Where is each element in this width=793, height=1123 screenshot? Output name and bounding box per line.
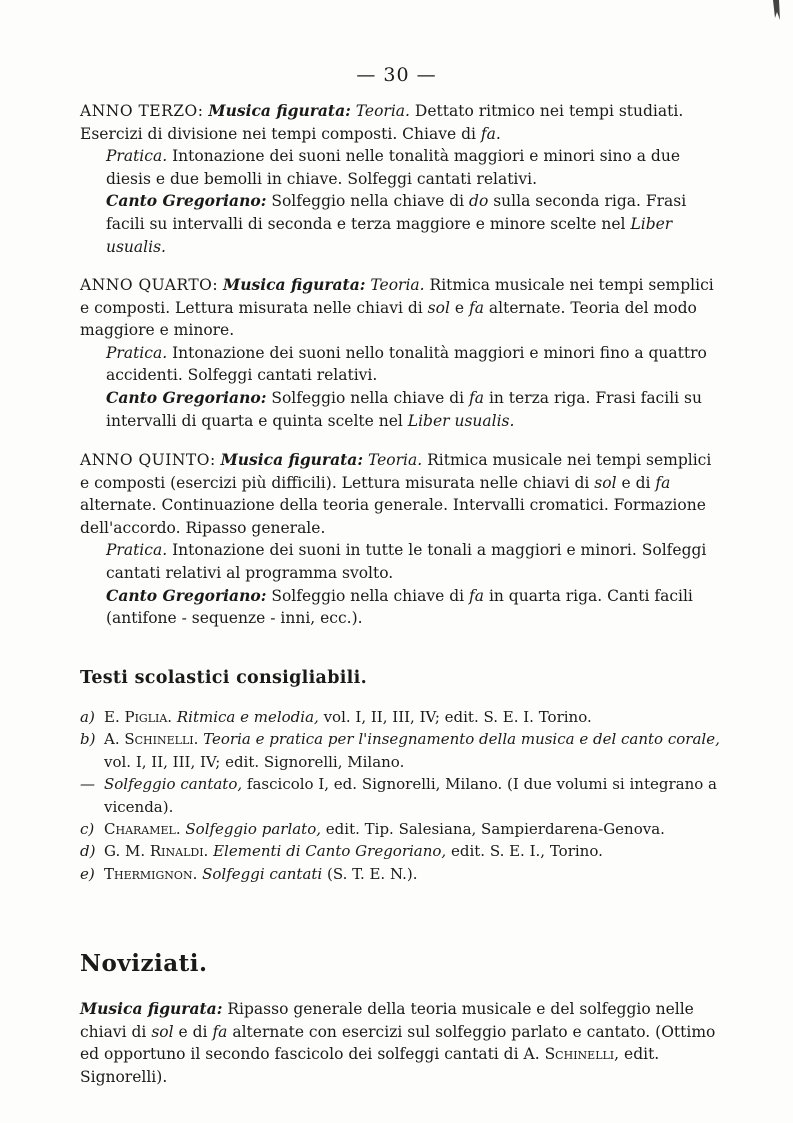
anno-quinto-canto-text2: in quarta riga. Canti facili (antifone - sequenze - inni, ecc.). (106, 586, 693, 628)
reference-item (80, 773, 720, 818)
anno-terzo-teoria-fa: fa. (480, 124, 501, 143)
anno-quinto-section (80, 449, 720, 630)
anno-terzo-sub: Musica figurata: (208, 101, 351, 120)
noviziati-heading: Noviziati. (80, 950, 208, 977)
noviziati-e: e di (178, 1022, 208, 1041)
anno-quarto-pratica-text: Intonazione dei suoni nello tonalità maggiori e minori fino a quattro accidenti. Solfeggi cantati relativi. (106, 343, 707, 385)
page-number: — 30 — (356, 64, 437, 86)
anno-quarto-canto-label: Canto Gregoriano: (106, 387, 267, 407)
anno-quarto-sol: sol (427, 298, 450, 317)
reference-rest: vol. I, II, III, IV; edit. S. E. I. Torino. (323, 708, 592, 726)
anno-quarto-teoria-text1: Ritmica musicale nei tempi semplici e composti. Lettura misurata nelle chiavi di (80, 276, 714, 317)
noviziati-text2: alternate con esercizi sul solfeggio parlato e cantato. (Ottimo ed opportuno il secondo fascicolo dei solfeggi cantati di (80, 1022, 716, 1064)
anno-quarto-head: ANNO QUARTO: (80, 276, 219, 294)
reference-label: e) (80, 864, 95, 883)
anno-terzo-canto-text1: Solfeggio nella chiave di (271, 192, 465, 211)
reference-title: Elementi di Canto Gregoriano, (213, 842, 447, 861)
reference-author: E. Piglia. (104, 708, 173, 726)
anno-quinto-teoria-text1: Ritmica musicale nei tempi semplici e composti (esercizi più difficili). Lettura misurata nelle chiavi di (80, 451, 712, 492)
anno-quinto-teoria-label: Teoria. (368, 451, 423, 469)
anno-terzo-canto-label: Canto Gregoriano: (106, 191, 267, 211)
reference-item (80, 863, 720, 885)
anno-terzo-pratica-label: Pratica. (106, 147, 168, 166)
anno-quinto-e: e di (621, 473, 651, 492)
reference-label: c) (80, 820, 95, 839)
noviziati-section (80, 998, 720, 1088)
anno-terzo-teoria (80, 100, 720, 145)
anno-quarto-e: e (454, 298, 465, 317)
anno-quarto-canto-fa: fa (469, 388, 484, 407)
anno-quarto-liber: Liber usualis. (407, 411, 515, 430)
anno-terzo-head: ANNO TERZO: (80, 102, 204, 120)
anno-quinto-teoria (80, 449, 720, 539)
reference-title: Ritmica e melodia, (176, 708, 319, 726)
anno-terzo-canto-do: do (469, 192, 489, 211)
reference-item (80, 706, 720, 728)
reference-rest: edit. S. E. I., Torino. (450, 842, 603, 861)
anno-quarto-canto-text1: Solfeggio nella chiave di (271, 388, 465, 407)
anno-quarto-teoria (80, 274, 720, 342)
anno-quinto-canto (80, 585, 720, 630)
anno-quarto-canto (80, 387, 720, 432)
anno-quinto-canto-label: Canto Gregoriano: (106, 585, 267, 605)
references-list (80, 706, 720, 885)
reference-rest: vol. I, II, III, IV; edit. Signorelli, Milano. (104, 752, 405, 771)
anno-quinto-teoria-text2: alternate. Continuazione della teoria generale. Intervalli cromatici. Formazione dell'accordo. Ripasso generale. (80, 496, 706, 537)
anno-quarto-pratica (80, 342, 720, 387)
noviziati-fa: fa (212, 1022, 228, 1041)
anno-terzo-pratica (80, 145, 720, 190)
reference-title: Solfeggi cantati (202, 864, 323, 883)
reference-label: b) (80, 730, 96, 749)
anno-quinto-head: ANNO QUINTO: (80, 451, 216, 469)
reference-item (80, 818, 720, 840)
anno-quarto-teoria-label: Teoria. (370, 276, 425, 294)
anno-quarto-pratica-label: Pratica. (106, 343, 168, 362)
anno-quinto-canto-text1: Solfeggio nella chiave di (271, 586, 465, 605)
noviziati-text1: Ripasso generale della teoria musicale e del solfeggio nelle chiavi di (80, 1000, 694, 1041)
anno-quarto-sub: Musica figurata: (223, 275, 366, 294)
reference-title: Solfeggio cantato, (104, 775, 243, 794)
reference-title: Teoria e pratica per l'insegnamento della musica e del canto corale, (203, 730, 720, 749)
anno-terzo-canto-text2: sulla seconda riga. Frasi facili su intervalli di seconda e terza maggiore e minore scelte nel (106, 192, 687, 233)
noviziati-author: A. Schinelli, (523, 1045, 620, 1064)
noviziati-sol: sol (151, 1022, 174, 1041)
noviziati-label: Musica figurata: (80, 999, 223, 1018)
anno-terzo-pratica-text: Intonazione dei suoni nelle tonalità maggiori e minori sino a due diesis e due bemolli in chiave. Solfeggi cantati relativi. (106, 147, 680, 188)
reference-author: Charamel. (104, 820, 181, 839)
anno-quinto-pratica (80, 539, 720, 584)
anno-quinto-pratica-label: Pratica. (106, 541, 168, 560)
anno-quarto-canto-text2: in terza riga. Frasi facili su intervalli di quarta e quinta scelte nel (106, 388, 702, 430)
reference-rest: (S. T. E. N.). (327, 864, 418, 883)
noviziati-paragraph (80, 998, 720, 1088)
anno-quinto-canto-fa: fa (469, 586, 484, 605)
anno-terzo-section (80, 100, 720, 258)
anno-quinto-sol: sol (594, 473, 617, 492)
anno-terzo-liber: Liber usualis. (106, 214, 673, 256)
reference-item (80, 840, 720, 862)
reference-item (80, 728, 720, 773)
reference-author: Thermignon. (104, 864, 198, 883)
reference-rest: fascicolo I, ed. Signorelli, Milano. (I due volumi si integrano a vicenda). (104, 775, 717, 816)
anno-quarto-fa: fa (468, 298, 484, 317)
anno-terzo-teoria-text: Dettato ritmico nei tempi studiati. Esercizi di divisione nei tempi composti. Chiave di (80, 102, 684, 143)
anno-quinto-fa: fa (655, 473, 671, 492)
testi-heading: Testi scolastici consigliabili. (80, 668, 367, 688)
anno-quarto-section (80, 274, 720, 432)
reference-rest: edit. Tip. Salesiana, Sampierdarena-Genova. (325, 820, 665, 839)
reference-author: A. Schinelli. (104, 730, 199, 749)
anno-quinto-pratica-text: Intonazione dei suoni in tutte le tonali a maggiori e minori. Solfeggi cantati relativi al programma svolto. (106, 541, 707, 582)
anno-quinto-sub: Musica figurata: (220, 450, 364, 469)
reference-label: d) (80, 842, 96, 861)
anno-terzo-canto (80, 190, 720, 258)
noviziati-text3: edit. Signorelli). (80, 1045, 660, 1086)
anno-quarto-teoria-text2: alternate. Teoria del modo maggiore e minore. (80, 298, 697, 340)
reference-label: a) (80, 708, 95, 726)
reference-label: — (80, 775, 95, 794)
corner-mark (771, 0, 781, 22)
reference-title: Solfeggio parlato, (185, 820, 322, 839)
reference-author: G. M. Rinaldi. (104, 842, 209, 861)
anno-terzo-teoria-label: Teoria. (355, 102, 410, 120)
